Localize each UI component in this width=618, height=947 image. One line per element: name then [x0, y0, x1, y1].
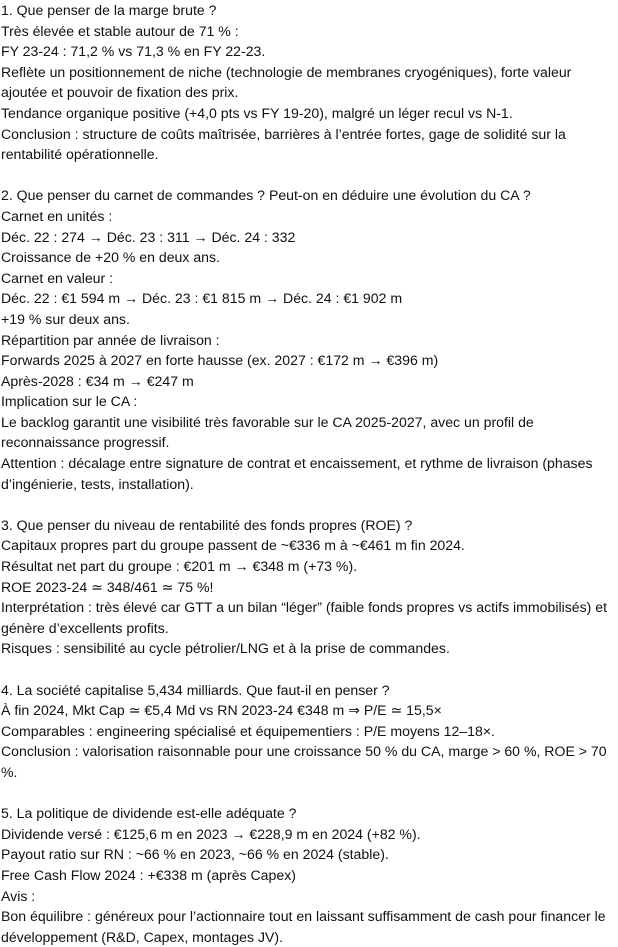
blank-line [1, 659, 610, 680]
text-line: Tendance organique positive (+4,0 pts vs FY 19-20), malgré un léger recul vs N-1. [1, 104, 513, 121]
text-line: Implication sur le CA : [1, 393, 138, 410]
blank-line [1, 783, 610, 804]
text-line: Bon équilibre : généreux pour l’actionnaire tout en laissant suffisamment de cash pour financer le développement (R&D, Capex, montages JV). [1, 908, 610, 945]
text-line: À fin 2024, Mkt Cap ≃ €5,4 Md vs RN 2023-24 €348 m ⇒ P/E ≃ 15,5× [1, 702, 442, 719]
text-line: Forwards 2025 à 2027 en forte hausse (ex. 2027 : €172 m → €396 m) [1, 352, 439, 369]
text-line: Payout ratio sur RN : ~66 % en 2023, ~66 % en 2024 (stable). [1, 846, 389, 863]
text-line: Reflète un positionnement de niche (technologie de membranes cryogéniques), forte valeur ajoutée et pouvoir de fixation des prix. [1, 63, 576, 101]
heading-q1-gross-margin: 1. Que penser de la marge brute ? [1, 2, 217, 18]
text-line: Déc. 22 : 274 → Déc. 23 : 311 → Déc. 24 : 332 [1, 228, 296, 245]
text-line: Répartition par année de livraison : [1, 331, 220, 348]
text-line: Conclusion : valorisation raisonnable pour une croissance 50 % du CA, marge > 60 %, ROE > 70 %. [1, 743, 611, 780]
text-line: Très élevée et stable autour de 71 % : [1, 22, 239, 39]
text-line: Le backlog garantit une visibilité très favorable sur le CA 2025-2027, avec un profil de reconnaissance progressif. [1, 413, 538, 451]
text-line: Free Cash Flow 2024 : +€338 m (après Capex) [1, 866, 296, 883]
text-line: Dividende versé : €125,6 m en 2023 → €228,9 m en 2024 (+82 %). [1, 825, 421, 842]
text-line: Capitaux propres part du groupe passent de ~€336 m à ~€461 m fin 2024. [1, 537, 465, 554]
text-line: Attention : décalage entre signature de contrat et encaissement, et rythme de livraison (phases d’ingénierie, tests, installation). [1, 455, 597, 492]
heading-q3-roe: 3. Que penser du niveau de rentabilité des fonds propres (ROE) ? [1, 516, 413, 533]
blank-line [1, 165, 610, 186]
text-line: FY 23-24 : 71,2 % vs 71,3 % en FY 22-23. [1, 43, 266, 60]
text-line: Résultat net part du groupe : €201 m → €348 m (+73 %). [1, 558, 358, 575]
text-line: +19 % sur deux ans. [1, 310, 130, 327]
heading-q5-dividend-policy: 5. La politique de dividende est-elle adéquate ? [1, 805, 297, 822]
text-line: Après-2028 : €34 m → €247 m [1, 372, 194, 389]
text-line: Risques : sensibilité au cycle pétrolier/LNG et à la prise de commandes. [1, 640, 450, 657]
blank-line [1, 494, 610, 515]
text-line: Conclusion : structure de coûts maîtrisée, barrières à l’entrée fortes, gage de solidité sur la rentabilité opérationnelle. [1, 125, 570, 163]
text-line: Avis : [1, 887, 36, 904]
heading-q4-market-cap: 4. La société capitalise 5,434 milliards. Que faut-il en penser ? [1, 681, 390, 698]
text-line: Carnet en unités : [1, 207, 113, 224]
text-line: Carnet en valeur : [1, 269, 114, 286]
text-line: ROE 2023-24 ≃ 348/461 ≃ 75 %! [1, 578, 214, 595]
text-line: Déc. 22 : €1 594 m → Déc. 23 : €1 815 m → Déc. 24 : €1 902 m [1, 290, 403, 307]
text-line: Interprétation : très élevé car GTT a un bilan “léger” (faible fonds propres vs actifs immobilisés) et génère d’excellents profits. [1, 599, 611, 636]
heading-q2-order-backlog: 2. Que penser du carnet de commandes ? Peut-on en déduire une évolution du CA ? [1, 187, 531, 204]
text-line: Comparables : engineering spécialisé et équipementiers : P/E moyens 12–18×. [1, 722, 495, 739]
text-line: Croissance de +20 % en deux ans. [1, 249, 220, 266]
